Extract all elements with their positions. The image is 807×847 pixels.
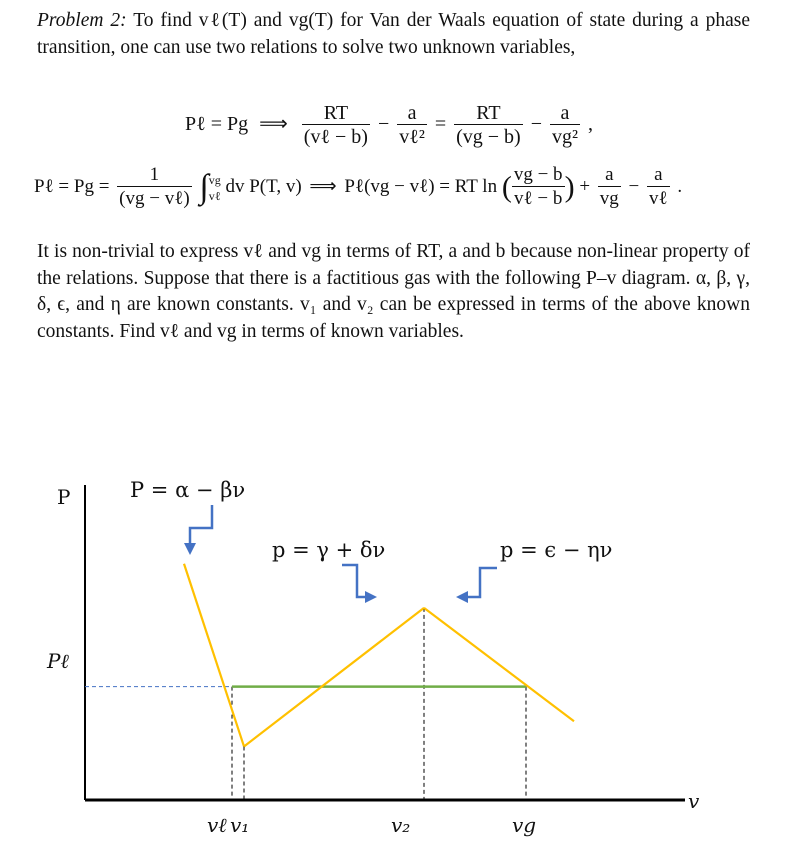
arrow-shaft-2 [342, 565, 367, 597]
eq1-num-3: RT [454, 102, 523, 125]
curve-segment-1 [184, 564, 244, 747]
eq2-plus: + [579, 175, 591, 197]
body-paragraph: It is non-trivial to express vℓ and vg in terms of RT, a and b because non-linear property of the relations. Suppose that there is a factitious gas with the following P–v diagram. α, β, γ, δ, ϵ, and η are known constants. v₁ and v₂ can be expressed in terms of the above known constants. Find vℓ and vg in terms of known variables. [37, 241, 750, 342]
problem-label: Problem 2: [37, 10, 127, 31]
paren-close: ) [564, 170, 575, 204]
curve-segment-2 [244, 608, 424, 747]
eq2-num-a1: a [598, 164, 621, 187]
series-label: p = ϵ − ην [500, 538, 613, 562]
eq1-den-2: vℓ² [399, 126, 425, 148]
arrow-head-2 [365, 591, 377, 603]
eq1-equals: = [434, 113, 447, 136]
eq2-tail: . [677, 175, 683, 197]
eq1-num-1: RT [302, 102, 370, 125]
paren-open: ( [501, 170, 512, 204]
eq1-lhs: Pℓ = Pg [185, 113, 249, 136]
eq2-den-a2: vℓ [649, 188, 668, 209]
x-tick-label: vg [512, 813, 537, 837]
arrow-shaft-3 [466, 568, 497, 597]
eq1-minus-2: − [530, 113, 542, 136]
eq1-den-3: (vg − b) [456, 126, 521, 148]
series-label: p = γ + δν [272, 538, 386, 562]
eq1-den-1: (vℓ − b) [303, 126, 368, 148]
eq2-mid: Pℓ(vg − vℓ) = RT ln [344, 175, 498, 197]
eq2-lnnum: vg − b [513, 164, 563, 185]
eq1-arrow: ⟹ [259, 113, 288, 136]
integral-lower: vℓ [208, 188, 221, 203]
eq1-minus-1: − [377, 113, 390, 136]
arrow-head-3 [456, 591, 468, 603]
integral-upper: vg [208, 172, 221, 187]
eq2-integrand: dv P(T, v) [225, 175, 302, 197]
x-tick-label: v₁ [230, 813, 250, 837]
eq2-minus: − [628, 175, 640, 197]
eq1-num-4: a [550, 102, 580, 125]
eq2-fden: (vg − vℓ) [119, 188, 190, 209]
eq1-tail: , [588, 113, 593, 136]
eq1-num-2: a [397, 102, 427, 125]
eq2-lhs: Pℓ = Pg = [34, 175, 110, 197]
arrow-shaft-1 [190, 505, 212, 545]
eq2-arrow: ⟹ [309, 175, 337, 197]
eq1-den-4: vg² [552, 126, 578, 148]
eq2-fnum: 1 [117, 164, 191, 187]
x-tick-label: vℓ [207, 813, 227, 837]
y-axis-label: P [57, 485, 71, 509]
arrow-head-1 [184, 543, 196, 555]
intro-text: To find vℓ(T) and vg(T) for Van der Waals equation of state during a phase transition, one can use two relations to solve two unknown variables, [37, 10, 750, 58]
curve-segment-3 [424, 608, 574, 721]
integral-sign: ∫ [199, 168, 209, 206]
eq2-num-a2: a [647, 164, 670, 187]
eq2-lnden: vℓ − b [512, 186, 565, 211]
series-label: P = α − βν [130, 478, 246, 502]
eq2-den-a1: vg [599, 188, 619, 209]
x-axis-label: v [688, 789, 700, 813]
x-tick-label: v₂ [391, 813, 411, 837]
y-tick-label: Pℓ [47, 649, 69, 673]
